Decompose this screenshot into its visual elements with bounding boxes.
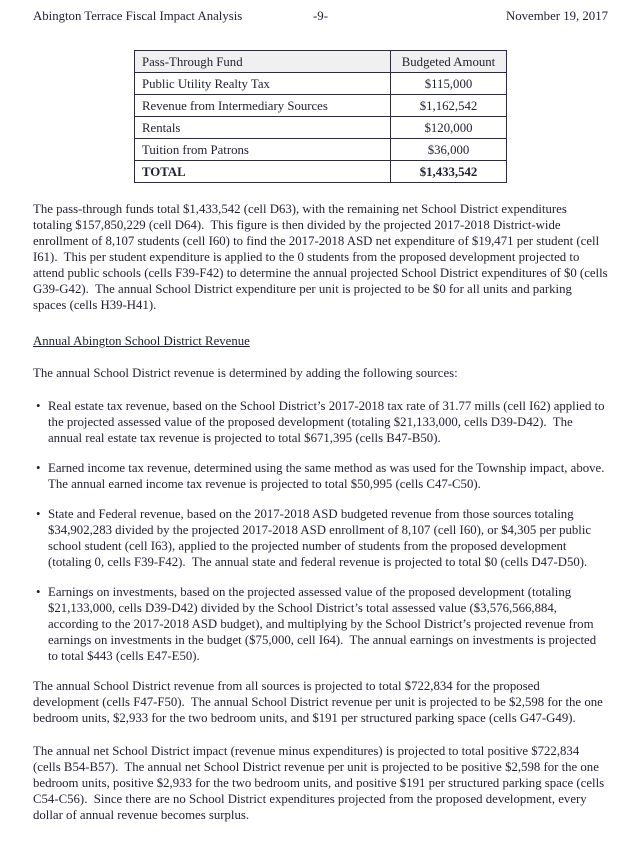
table-total-row: [135, 161, 507, 183]
section-heading-annual-revenue: Annual Abington School District Revenue: [33, 334, 250, 348]
pass-through-fund-table: [134, 50, 507, 183]
list-item: [33, 398, 608, 446]
table-row: [135, 73, 507, 95]
document-date: November 19, 2017: [506, 9, 609, 23]
column-header-amount: Budgeted Amount: [391, 51, 507, 73]
fund-cell: Public Utility Realty Tax: [135, 73, 391, 95]
bullet-icon: •: [36, 399, 41, 413]
table-row: [135, 117, 507, 139]
list-item-text: State and Federal revenue, based on the 2017-2018 ASD budgeted revenue from those sources totaling $34,902,283 divided by the projected 2017-2018 ASD enrollment of 8,107 (cell I60), or $4,305 per public school student (cell I63), applied to the projected number of students from the proposed development (totaling 0, cells F39-F42). The annual state and federal revenue is projected to total $0 (cells D47-D50).: [48, 507, 595, 569]
amount-cell: $1,162,542: [391, 95, 507, 117]
fund-cell: Rentals: [135, 117, 391, 139]
bullet-icon: •: [36, 585, 41, 599]
total-amount-cell: $1,433,542: [391, 161, 507, 183]
paragraph-pass-through-summary: The pass-through funds total $1,433,542 (cell D63), with the remaining net School District expenditures totaling $157,850,229 (cell D64). This figure is then divided by the projected 2017-2018 District-wide enrollment of 8,107 students (cell I60) to find the 2017-2018 ASD net expenditure of $19,471 per student (cell I61). This per student expenditure is applied to the 0 students from the proposed development projected to attend public schools (cells F39-F42) to determine the annual projected School District expenditures of $0 (cells G39-G42). The annual School District expenditure per unit is projected to be $0 for all units and parking spaces (cells H39-H41).: [33, 202, 611, 312]
list-item-text: Earned income tax revenue, determined using the same method as was used for the Township impact, above. The annual earned income tax revenue is projected to total $50,995 (cells C47-C50).: [48, 461, 611, 491]
paragraph-net-impact: The annual net School District impact (revenue minus expenditures) is projected to total positive $722,834 (cells B54-B57). The annual net School District revenue per unit is projected to be positive $2,598 for the one bedroom units, positive $2,933 for the two bedroom units, and positive $191 per structured parking space (cells C54-C56). Since there are no School District expenditures projected from the proposed development, every dollar of annual revenue becomes surplus.: [33, 744, 608, 822]
fund-cell: Tuition from Patrons: [135, 139, 391, 161]
list-item-text: Earnings on investments, based on the projected assessed value of the proposed development (totaling $21,133,000, cells D39-D42) divided by the School District’s total assessed value ($3,576,566,884, according to the 2017-2018 ASD budget), and multiplying by the School District’s projected revenue from earnings on investments in the budget ($75,000, cell I64). The annual earnings on investments is projected to total $443 (cells E47-E50).: [48, 585, 600, 663]
amount-cell: $120,000: [391, 117, 507, 139]
bullet-icon: •: [36, 507, 41, 521]
paragraph-revenue-intro: The annual School District revenue is determined by adding the following sources:: [33, 366, 458, 380]
bullet-icon: •: [36, 461, 41, 475]
list-item: [33, 460, 611, 492]
list-item-text: Real estate tax revenue, based on the School District’s 2017-2018 tax rate of 31.77 mills (cell I62) applied to the projected assessed value of the proposed development (totaling $21,133,000, cells D39-D42). The annual real estate tax revenue is projected to total $671,395 (cells B47-B50).: [48, 399, 608, 445]
table-header-row: [135, 51, 507, 73]
amount-cell: $36,000: [391, 139, 507, 161]
amount-cell: $115,000: [391, 73, 507, 95]
page-header: [33, 8, 608, 24]
revenue-sources-list: [33, 398, 611, 664]
list-item: [33, 584, 608, 664]
paragraph-revenue-total: The annual School District revenue from all sources is projected to total $722,834 for the proposed development (cells F47-F50). The annual School District revenue per unit is projected to be $2,598 for the one bedroom units, $2,933 for the two bedroom units, and $191 per structured parking space (cells G47-G49).: [33, 679, 606, 725]
document-title: Abington Terrace Fiscal Impact Analysis: [33, 9, 243, 23]
list-item: [33, 506, 608, 570]
fund-cell: Revenue from Intermediary Sources: [135, 95, 391, 117]
page-number: -9-: [313, 9, 328, 23]
table-row: [135, 95, 507, 117]
total-label-cell: TOTAL: [135, 161, 391, 183]
column-header-fund: Pass-Through Fund: [135, 51, 391, 73]
table-row: [135, 139, 507, 161]
